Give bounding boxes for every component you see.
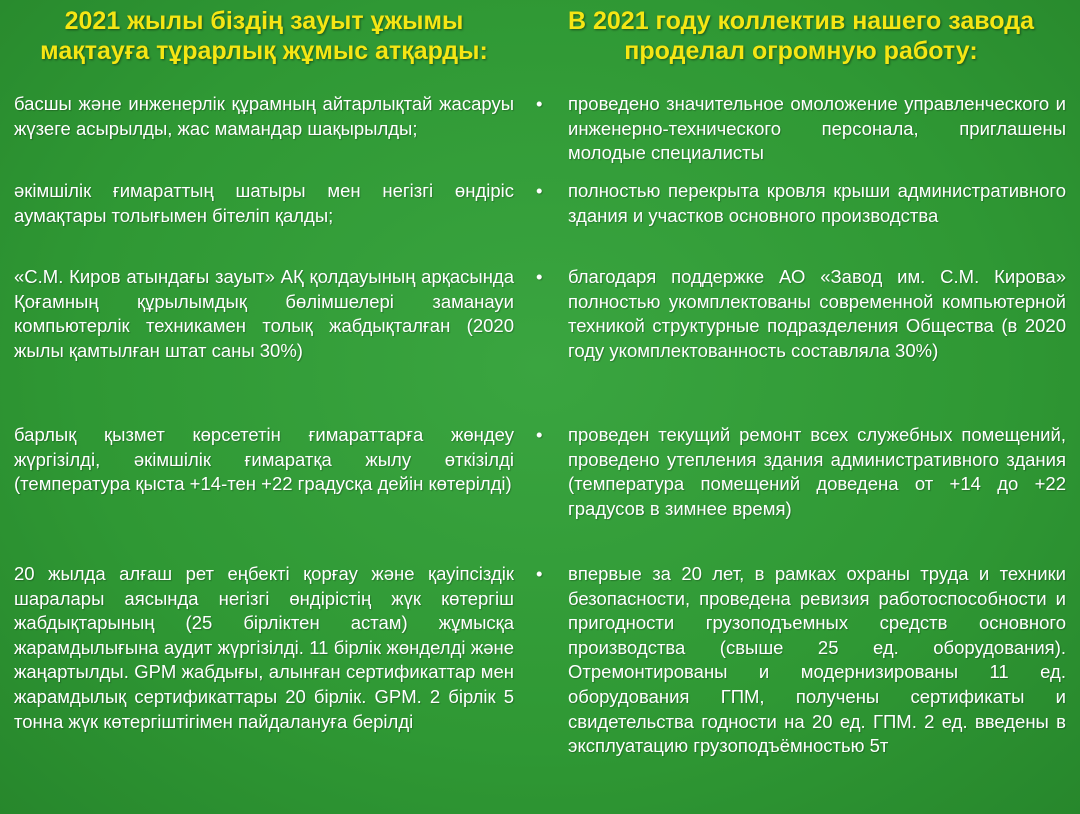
russian-heading-line2: проделал огромную работу:	[624, 37, 978, 65]
russian-item-text: проведено значительное омоложение управленческого и инженерно-технического персонала, приглашены молодые специалисты	[568, 93, 1066, 164]
russian-item-1	[536, 92, 1066, 166]
kazakh-column	[14, 0, 514, 732]
russian-item-3	[536, 265, 1066, 363]
kazakh-item-2: әкімшілік ғимараттың шатыры мен негізгі өндіріс аумақтары толығымен бітеліп қалды;	[14, 180, 514, 226]
bullet-icon: •	[536, 424, 543, 445]
kazakh-heading-line1: 2021 жылы біздің зауыт ұжымы	[64, 7, 464, 35]
bullet-icon: •	[536, 266, 543, 287]
kazakh-item-3: «С.М. Киров атындағы зауыт» АҚ қолдауының арқасында Қоғамның құрылымдық бөлімшелері заманауи компьютерлік техникамен толық жабдықталған (2020 жылы қамтылған штат саны 30%)	[14, 266, 514, 361]
russian-heading-line1: В 2021 году коллектив нашего завода	[567, 7, 1034, 35]
russian-column	[536, 0, 1066, 757]
russian-item-text: проведен текущий ремонт всех служебных помещений, проведено утепления здания административного здания (температура помещений доведена от +14 до +22 градусов в зимнее время)	[568, 424, 1066, 519]
kazakh-heading-line2: мақтауға тұрарлық жұмыс атқарды:	[40, 37, 488, 65]
russian-item-4	[536, 423, 1066, 521]
bullet-icon: •	[536, 180, 543, 201]
russian-item-text: впервые за 20 лет, в рамках охраны труда и техники безопасности, проведена ревизия работоспособности и пригодности грузоподъемных средств основного производства (свыше 25 ед. оборудования). Отремонтированы и модернизированы 11 ед. оборудования ГПМ, получены сертификаты и свидетельства годности на 20 ед. ГПМ. 2 ед. введены в эксплуатацию грузоподъёмностью 5т	[568, 563, 1066, 757]
russian-item-text: полностью перекрыта кровля крыши административного здания и участков основного производства	[568, 180, 1066, 226]
kazakh-heading	[14, 6, 514, 66]
kazakh-item-5: 20 жылда алғаш рет еңбекті қорғау және қауіпсіздік шаралары аясында негізгі өндірістің жүк көтергіш жабдықтарының (25 бірліктен астам) жұмысқа жарамдылығына аудит жүргізілді. 11 бірлік жөнделді және жаңартылды. GPM жабдығы, алынған сертификаттар мен жарамдылық сертификаттары 20 бірлік. GPM. 2 бірлік 5 тонна жүк көтергіштігімен пайдалануға берілді	[14, 563, 514, 732]
kazakh-item-4: барлық қызмет көрсететін ғимараттарға жөндеу жүргізілді, әкімшілік ғимаратқа жылу өткізілді (температура қыста +14-тен +22 градусқа дейін көтерілді)	[14, 424, 514, 495]
kazakh-item-1: басшы және инженерлік құрамның айтарлықтай жасаруы жүзеге асырылды, жас мамандар шақырылды;	[14, 93, 514, 139]
russian-item-5	[536, 562, 1066, 759]
russian-item-text: благодаря поддержке АО «Завод им. С.М. Кирова» полностью укомплектованы современной компьютерной техникой структурные подразделения Общества (в 2020 году укомплектованность составляла 30%)	[568, 266, 1066, 361]
bullet-icon: •	[536, 563, 543, 584]
russian-item-2	[536, 179, 1066, 228]
bullet-icon: •	[536, 93, 543, 114]
russian-heading	[536, 6, 1066, 66]
